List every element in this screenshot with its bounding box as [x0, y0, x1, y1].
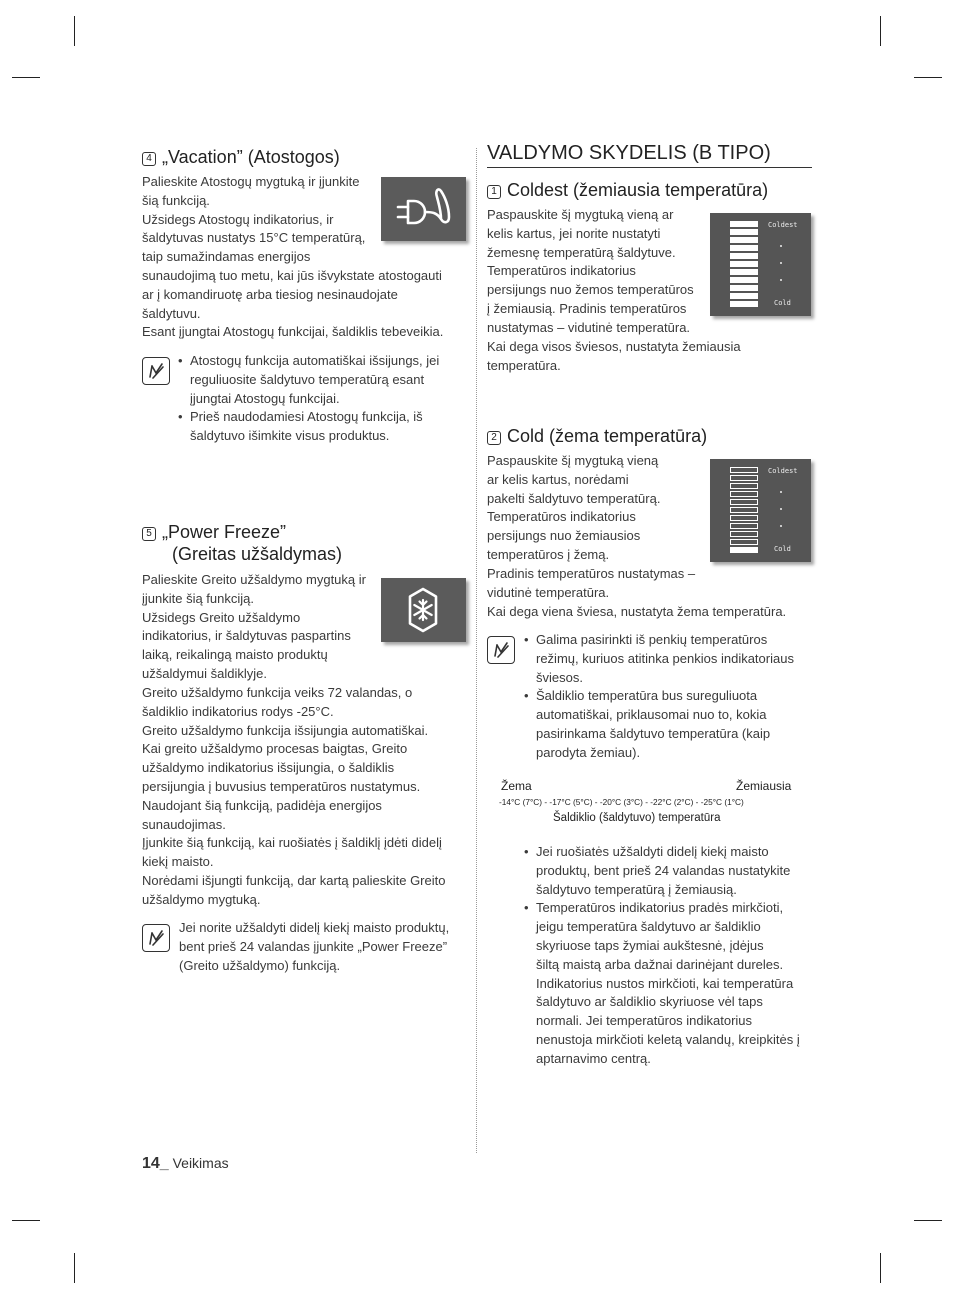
section-number: 5 [142, 527, 156, 541]
indicator-bar [730, 285, 758, 291]
text-line: Užsidegs Greito užšaldymo [142, 609, 301, 625]
page-number: 14_ [142, 1155, 169, 1172]
power-freeze-button-image [381, 578, 466, 642]
text-line: į žemiausią. Pradinis temperatūros [487, 300, 687, 316]
note-icon [142, 357, 170, 385]
text-line: Kai dega viena šviesa, nustatyta žema temperatūra. [487, 603, 787, 619]
indicator-dot [780, 525, 782, 527]
text-line: Palieskite Greito užšaldymo mygtuką ir [142, 572, 366, 587]
indicator-bar [730, 269, 758, 275]
scale-label-lowest: Žemiausia [736, 779, 792, 793]
text-line: Jei norite užšaldyti didelį kiekį maisto produktų, [179, 920, 450, 935]
vacation-title: „Vacation” (Atostogos) [162, 147, 340, 167]
indicator-bar [730, 277, 758, 283]
page-title: VALDYMO SKYDELIS (B TIPO) [487, 142, 812, 168]
indicator-bars [730, 467, 760, 555]
text-line: kelis kartus, jei norite nustatyti [487, 225, 661, 241]
vacation-button-image [381, 177, 466, 241]
power-freeze-title: „Power Freeze” [162, 522, 287, 542]
snowflake-icon [381, 578, 466, 642]
indicator-bars [730, 221, 760, 309]
list-item: • Atostogų funkcija automatiškai išsijungs, jei reguliuosite šaldytuvo temperatūrą esant įjungtai Atostogų funkcijai. [190, 352, 480, 408]
cold-text-wrapped [487, 452, 707, 565]
text-line: Pradinis temperatūros nustatymas – [487, 566, 696, 581]
indicator-dot [780, 508, 782, 510]
section-number: 2 [487, 431, 501, 445]
text-line: persijungs nuo žemiausios [487, 528, 641, 544]
crop-mark [74, 1253, 75, 1283]
power-freeze-note [179, 919, 469, 975]
cold-title: Cold (žema temperatūra) [507, 426, 708, 446]
cold-text-full [487, 565, 812, 621]
crop-mark [880, 1253, 881, 1283]
indicator-bar [730, 531, 758, 537]
indicator-bar [730, 515, 758, 521]
note-icon [487, 636, 515, 664]
indicator-dot [780, 491, 782, 493]
coldest-heading [487, 179, 768, 201]
scale-label-low: Žema [501, 779, 532, 793]
text-line: nustatymas – vidutinė temperatūra. [487, 319, 691, 335]
text-line: šią funkciją. [142, 192, 210, 208]
vacation-plug-icon [381, 177, 466, 241]
text-line: Esant įjungtai Atostogų funkcijai, šaldiklis tebeveikia. [142, 324, 444, 340]
indicator-bar [730, 293, 758, 299]
text-line: šaldytuvu. [142, 305, 201, 321]
crop-mark [914, 1220, 942, 1221]
scale-caption: Šaldiklio (šaldytuvo) temperatūra [553, 812, 721, 824]
vacation-text-full [142, 267, 467, 342]
panel-label-cold: Cold [774, 299, 791, 307]
text-line: sunaudojimas. [142, 816, 226, 832]
text-line: bent prieš 24 valandas įjunkite „Power Freeze” [179, 938, 448, 954]
text-line: ar kelis kartus, norėdami [487, 471, 629, 487]
list-item: • Šaldiklio temperatūra bus sureguliuota automatiškai, priklausomai nuo to, kokia pasirinkama šaldytuvo temperatūra (kaip parodyta žemiau). [536, 687, 826, 762]
panel-label-cold: Cold [774, 545, 791, 553]
power-freeze-heading [142, 521, 342, 565]
indicator-bar [730, 499, 758, 505]
list-item: • Temperatūros indikatorius pradės mirkčioti, jeigu temperatūra šaldytuvo ar šaldiklio skyriuose taps žymiai aukštesnė, įdėjus šiltą maistą arba dažnai darinėjant dureles. Indikatorius nustos mirkčioti, kai temperatūra šaldytuvo ar šaldiklio skyriuose vėl taps normali. Jei temperatūros indikatorius nenustoja mirkčioti keletą valandų, kreipkitės į aptarnavimo centrą. [536, 899, 828, 1068]
section-name: Veikimas [172, 1155, 229, 1171]
panel-label-coldest: Coldest [768, 221, 798, 229]
text-line: persijungs nuo žemos temperatūros [487, 282, 694, 298]
indicator-bar [730, 229, 758, 235]
text-line: užšaldymui šaldiklyje. [142, 665, 267, 681]
vacation-note-bullets [176, 352, 480, 446]
indicator-dot [780, 245, 782, 247]
control-note-bullets [522, 631, 826, 763]
text-line: Kai greito užšaldymo procesas baigtas, Greito [142, 741, 408, 757]
text-line: pakelti šaldytuvo temperatūrą. [487, 490, 661, 506]
text-line: Norėdami išjungti funkciją, dar kartą palieskite Greito [142, 872, 446, 888]
indicator-bar [730, 523, 758, 529]
text-line: (Greito užšaldymo) funkciją. [179, 957, 341, 973]
crop-mark [74, 16, 75, 46]
power-freeze-text-full [142, 684, 467, 910]
text-line: Užsidegs Atostogų indikatorius, ir [142, 211, 334, 227]
text-line: Greito užšaldymo funkcija veiks 72 valandas, o [142, 685, 413, 700]
text-line: Paspauskite šį mygtuką vieną ar [487, 207, 674, 222]
text-line: šaldiklio indikatorius rodys -25°C. [142, 703, 334, 719]
text-line: Paspauskite šį mygtuką vieną [487, 453, 659, 468]
indicator-bar [730, 301, 758, 307]
text-line: Temperatūros indikatorius [487, 509, 636, 525]
power-freeze-text-wrapped [142, 571, 380, 684]
coldest-title: Coldest (žemiausia temperatūra) [507, 180, 769, 200]
indicator-bar [730, 221, 758, 227]
text-line: Palieskite Atostogų mygtuką ir įjunkite [142, 174, 360, 189]
indicator-dot [780, 279, 782, 281]
list-item: • Prieš naudodamiesi Atostogų funkcija, iš šaldytuvo išimkite visus produktus. [190, 408, 480, 446]
text-line: Įjunkite šią funkciją, kai ruošiatės į šaldiklį įdėti didelį [142, 835, 442, 851]
text-line: užšaldymo indikatorius išsijungia, o šaldiklis [142, 760, 395, 776]
vacation-heading [142, 146, 340, 168]
text-line: Naudojant šią funkciją, padidėja energijos [142, 797, 382, 813]
text-line: persijungia į buvusius temperatūros nustatymus. [142, 778, 421, 794]
more-bullets [522, 843, 828, 1069]
list-item: • Galima pasirinkti iš penkių temperatūros režimų, kuriuos atitinka penkios indikatoriaus šviesos. [536, 631, 826, 687]
text-line: šaldytuvas nustatys 15°C temperatūrą, [142, 230, 366, 246]
indicator-bar [730, 547, 758, 553]
text-line: žemesnę temperatūrą šaldytuve. [487, 244, 676, 260]
indicator-bar [730, 467, 758, 473]
cold-panel-image [710, 459, 811, 562]
cold-heading [487, 425, 707, 447]
crop-mark [12, 77, 40, 78]
text-line: temperatūros į žemą. [487, 546, 610, 562]
scale-values: -14°C (7°C) - -17°C (5°C) - -20°C (3°C) - -22°C (2°C) - -25°C (1°C) [499, 797, 744, 807]
indicator-bar [730, 539, 758, 545]
indicator-dot [780, 262, 782, 264]
indicator-bar [730, 245, 758, 251]
indicator-bar [730, 475, 758, 481]
text-line: taip sumažindamas energijos [142, 249, 311, 265]
text-line: Temperatūros indikatorius [487, 263, 636, 279]
text-line: Kai dega visos šviesos, nustatyta žemiausia [487, 339, 741, 354]
indicator-bar [730, 491, 758, 497]
power-freeze-subtitle: (Greitas užšaldymas) [172, 544, 343, 564]
vacation-text-wrapped [142, 173, 380, 267]
coldest-text-wrapped [487, 206, 707, 338]
coldest-text-full [487, 338, 812, 376]
text-line: temperatūra. [487, 357, 561, 373]
text-line: ar į komandiruotę arba tiesiog nesinaudojate [142, 286, 398, 302]
indicator-bar [730, 261, 758, 267]
section-number: 1 [487, 185, 501, 199]
text-line: sunaudojimą tuo metu, kai jūs išvykstate atostogauti [142, 268, 442, 283]
indicator-bar [730, 507, 758, 513]
coldest-panel-image [710, 213, 811, 316]
indicator-bar [730, 483, 758, 489]
list-item: • Jei ruošiatės užšaldyti didelį kiekį maisto produktų, bent prieš 24 valandas nustatykite šaldytuvo temperatūrą į žemiausią. [536, 843, 828, 899]
panel-label-coldest: Coldest [768, 467, 798, 475]
text-line: įjunkite šią funkciją. [142, 590, 254, 606]
crop-mark [12, 1220, 40, 1221]
text-line: vidutinė temperatūra. [487, 584, 610, 600]
crop-mark [914, 77, 942, 78]
indicator-bar [730, 237, 758, 243]
column-divider [476, 148, 477, 1153]
page-footer [142, 1155, 229, 1173]
crop-mark [880, 16, 881, 46]
text-line: užšaldymo mygtuką. [142, 891, 261, 907]
section-number: 4 [142, 152, 156, 166]
text-line: indikatorius, ir šaldytuvas paspartins [142, 628, 351, 644]
indicator-bar [730, 253, 758, 259]
note-icon [142, 924, 170, 952]
text-line: kiekį maisto. [142, 854, 214, 870]
text-line: Greito užšaldymo funkcija išsijungia automatiškai. [142, 722, 429, 738]
text-line: laiką, reikalingą maisto produktų [142, 647, 328, 663]
